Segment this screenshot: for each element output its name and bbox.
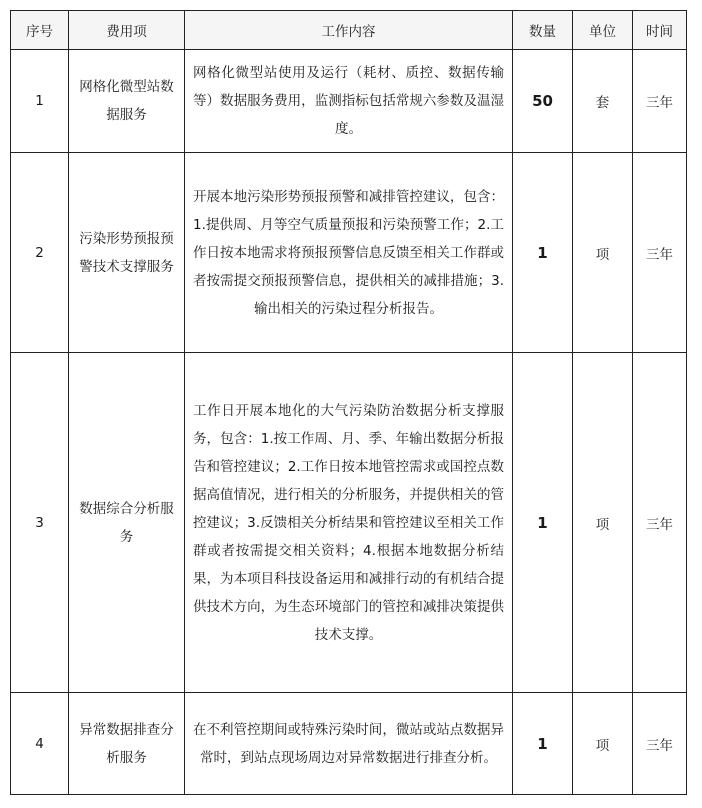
- row-content: 在不利管控期间或特殊污染时间，微站或站点数据异常时，到站点现场周边对异常数据进行排查分析。: [185, 693, 513, 795]
- row-time: 三年: [633, 693, 687, 795]
- header-item: 费用项: [69, 11, 185, 50]
- row-time: 三年: [633, 50, 687, 153]
- row-item: 异常数据排查分析服务: [69, 693, 185, 795]
- row-time: 三年: [633, 353, 687, 693]
- row-item: 网格化微型站数据服务: [69, 50, 185, 153]
- row-quantity: 1: [513, 153, 573, 353]
- row-unit: 项: [573, 153, 633, 353]
- row-content: 工作日开展本地化的大气污染防治数据分析支撑服务，包含：1.按工作周、月、季、年输出数据分析报告和管控建议；2.工作日按本地管控需求或国控点数据高值情况，进行相关的分析服务，并提供相关的管控建议；3.反馈相关分析结果和管控建议至相关工作群或者按需提交相关资料；4.根据本地数据分析结果，为本项目科技设备运用和减排行动的有机结合提供技术方向，为生态环境部门的管控和减排决策提供技术支撑。: [185, 353, 513, 693]
- row-unit: 项: [573, 353, 633, 693]
- row-index: 2: [11, 153, 69, 353]
- row-quantity: 1: [513, 693, 573, 795]
- table-row: [11, 693, 687, 795]
- table-row: [11, 153, 687, 353]
- row-quantity: 50: [513, 50, 573, 153]
- row-unit: 套: [573, 50, 633, 153]
- row-unit: 项: [573, 693, 633, 795]
- row-item: 数据综合分析服务: [69, 353, 185, 693]
- header-content: 工作内容: [185, 11, 513, 50]
- row-index: 3: [11, 353, 69, 693]
- row-item: 污染形势预报预警技术支撑服务: [69, 153, 185, 353]
- service-fee-table: [10, 10, 687, 795]
- header-quantity: 数量: [513, 11, 573, 50]
- row-index: 4: [11, 693, 69, 795]
- table-row: [11, 353, 687, 693]
- table-row: [11, 50, 687, 153]
- row-content: 网格化微型站使用及运行（耗材、质控、数据传输等）数据服务费用，监测指标包括常规六参数及温湿度。: [185, 50, 513, 153]
- row-quantity: 1: [513, 353, 573, 693]
- table-header-row: [11, 11, 687, 50]
- header-time: 时间: [633, 11, 687, 50]
- row-index: 1: [11, 50, 69, 153]
- header-unit: 单位: [573, 11, 633, 50]
- header-index: 序号: [11, 11, 69, 50]
- row-content: 开展本地污染形势预报预警和减排管控建议，包含：1.提供周、月等空气质量预报和污染预警工作；2.工作日按本地需求将预报预警信息反馈至相关工作群或者按需提交预报预警信息，提供相关的减排措施；3.输出相关的污染过程分析报告。: [185, 153, 513, 353]
- row-time: 三年: [633, 153, 687, 353]
